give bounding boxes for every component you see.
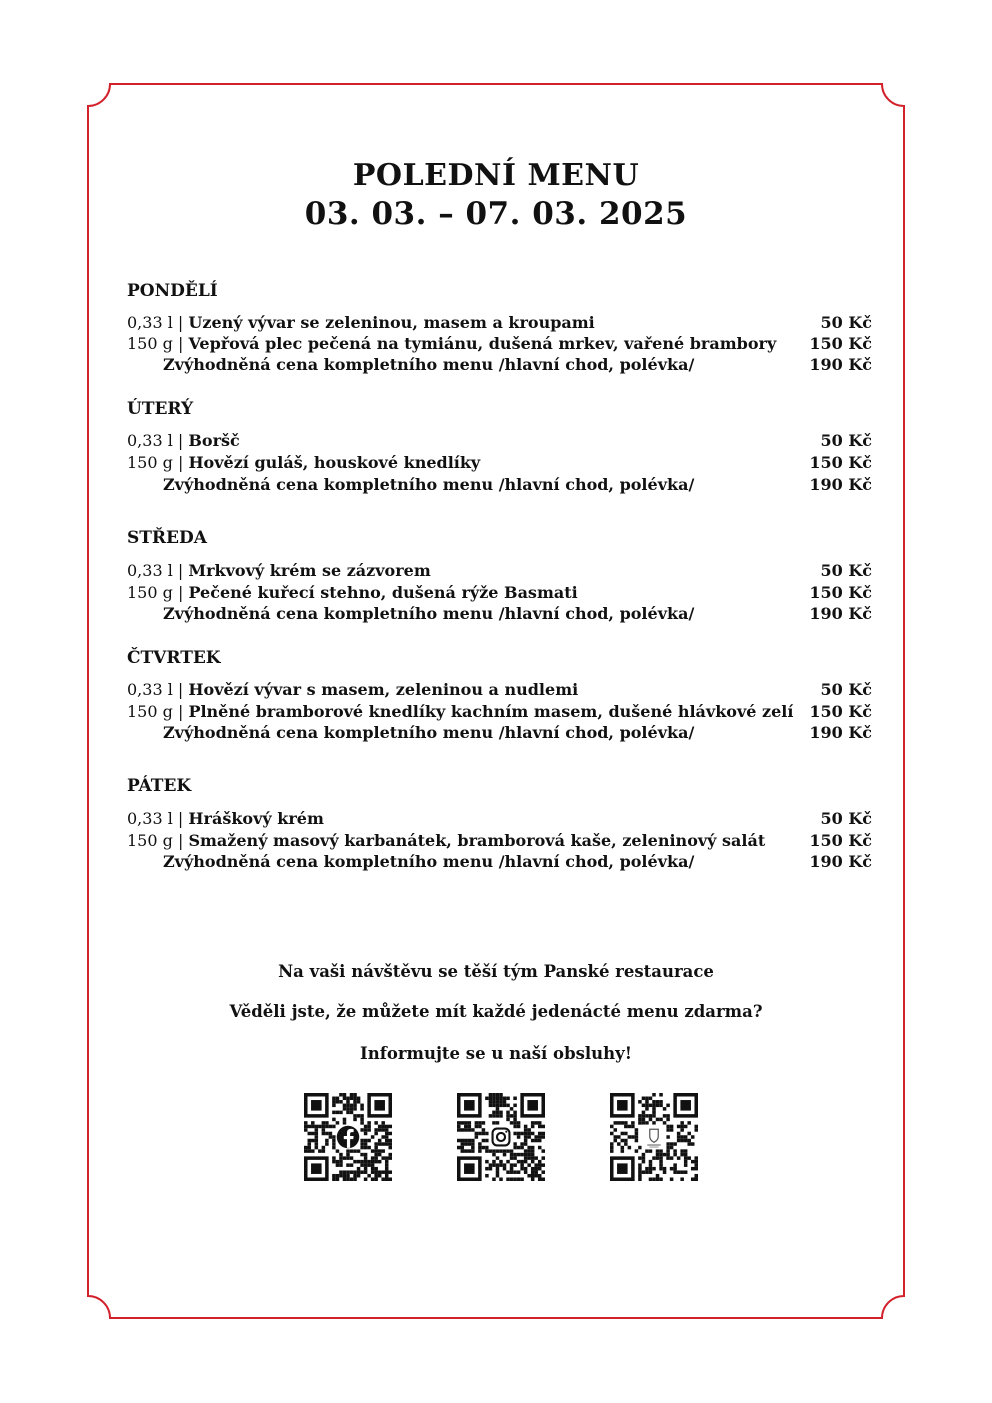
menu-row-main: [127, 701, 872, 723]
portion-label: 150 g |: [127, 453, 184, 472]
menu-row-combo: [127, 474, 872, 496]
portion-label: 150 g |: [127, 702, 184, 721]
combo-label: Zvýhodněná cena kompletního menu /hlavní chod, polévka/: [163, 355, 695, 374]
restaurant-qr-code[interactable]: [610, 1093, 698, 1181]
portion-label: 150 g |: [127, 334, 184, 353]
portion-label: 0,33 l |: [127, 809, 184, 828]
combo-label: Zvýhodněná cena kompletního menu /hlavní chod, polévka/: [163, 723, 695, 742]
portion-label: 0,33 l |: [127, 431, 184, 450]
menu-row-combo: [127, 722, 872, 744]
menu-row-main: [127, 333, 872, 355]
dish-price: 50 Kč: [820, 809, 872, 828]
date-range: 03. 03. – 07. 03. 2025: [304, 196, 688, 232]
dish-name: Boršč: [188, 431, 240, 450]
combo-label: Zvýhodněná cena kompletního menu /hlavní chod, polévka/: [163, 852, 695, 871]
combo-price: 190 Kč: [809, 355, 872, 374]
instagram-icon: [489, 1125, 514, 1150]
day-heading-thursday: ČTVRTEK: [127, 648, 221, 668]
menu-row-soup: [127, 312, 872, 334]
menu-row-combo: [127, 851, 872, 873]
dish-price: 50 Kč: [820, 561, 872, 580]
portion-label: 0,33 l |: [127, 313, 184, 332]
portion-label: 0,33 l |: [127, 561, 184, 580]
menu-row-combo: [127, 603, 872, 625]
menu-row-soup: [127, 430, 872, 452]
dish-name: Pečené kuřecí stehno, dušená rýže Basmati: [188, 583, 578, 602]
dish-name: Hráškový krém: [188, 809, 324, 828]
dish-price: 150 Kč: [809, 453, 872, 472]
day-heading-friday: PÁTEK: [127, 776, 192, 796]
facebook-icon: [336, 1125, 361, 1150]
menu-row-main: [127, 582, 872, 604]
footer-loyalty-question: Věděli jste, že můžete mít každé jedenácté menu zdarma?: [229, 1002, 763, 1021]
footer-info: Informujte se u naší obsluhy!: [360, 1044, 632, 1063]
menu-row-main: [127, 452, 872, 474]
dish-name: Vepřová plec pečená na tymiánu, dušená mrkev, vařené brambory: [188, 334, 777, 353]
combo-label: Zvýhodněná cena kompletního menu /hlavní chod, polévka/: [163, 475, 695, 494]
day-heading-tuesday: ÚTERÝ: [127, 399, 194, 419]
menu-row-main: [127, 830, 872, 852]
menu-row-soup: [127, 560, 872, 582]
dish-price: 150 Kč: [809, 334, 872, 353]
dish-name: Mrkvový krém se zázvorem: [188, 561, 431, 580]
facebook-qr-code[interactable]: [304, 1093, 392, 1181]
instagram-qr-code[interactable]: [457, 1093, 545, 1181]
dish-name: Hovězí vývar s masem, zeleninou a nudlemi: [188, 680, 579, 699]
restaurant-logo-icon: [642, 1125, 667, 1150]
page-title: POLEDNÍ MENU: [352, 158, 640, 193]
dish-price: 150 Kč: [809, 702, 872, 721]
day-heading-monday: PONDĚLÍ: [127, 281, 218, 301]
combo-price: 190 Kč: [809, 723, 872, 742]
dish-price: 50 Kč: [820, 313, 872, 332]
combo-label: Zvýhodněná cena kompletního menu /hlavní chod, polévka/: [163, 604, 695, 623]
portion-label: 150 g |: [127, 831, 184, 850]
dish-name: Plněné bramborové knedlíky kachním masem, dušené hlávkové zelí: [188, 702, 794, 721]
menu-row-combo: [127, 354, 872, 376]
menu-row-soup: [127, 808, 872, 830]
portion-label: 0,33 l |: [127, 680, 184, 699]
dish-price: 150 Kč: [809, 831, 872, 850]
dish-name: Smažený masový karbanátek, bramborová kaše, zeleninový salát: [188, 831, 766, 850]
combo-price: 190 Kč: [809, 604, 872, 623]
menu-row-soup: [127, 679, 872, 701]
dish-price: 50 Kč: [820, 431, 872, 450]
portion-label: 150 g |: [127, 583, 184, 602]
combo-price: 190 Kč: [809, 475, 872, 494]
dish-name: Hovězí guláš, houskové knedlíky: [188, 453, 481, 472]
footer-welcome: Na vaši návštěvu se těší tým Panské restaurace: [278, 962, 714, 981]
dish-price: 50 Kč: [820, 680, 872, 699]
combo-price: 190 Kč: [809, 852, 872, 871]
day-heading-wednesday: STŘEDA: [127, 528, 207, 548]
dish-name: Uzený vývar se zeleninou, masem a kroupami: [188, 313, 595, 332]
dish-price: 150 Kč: [809, 583, 872, 602]
